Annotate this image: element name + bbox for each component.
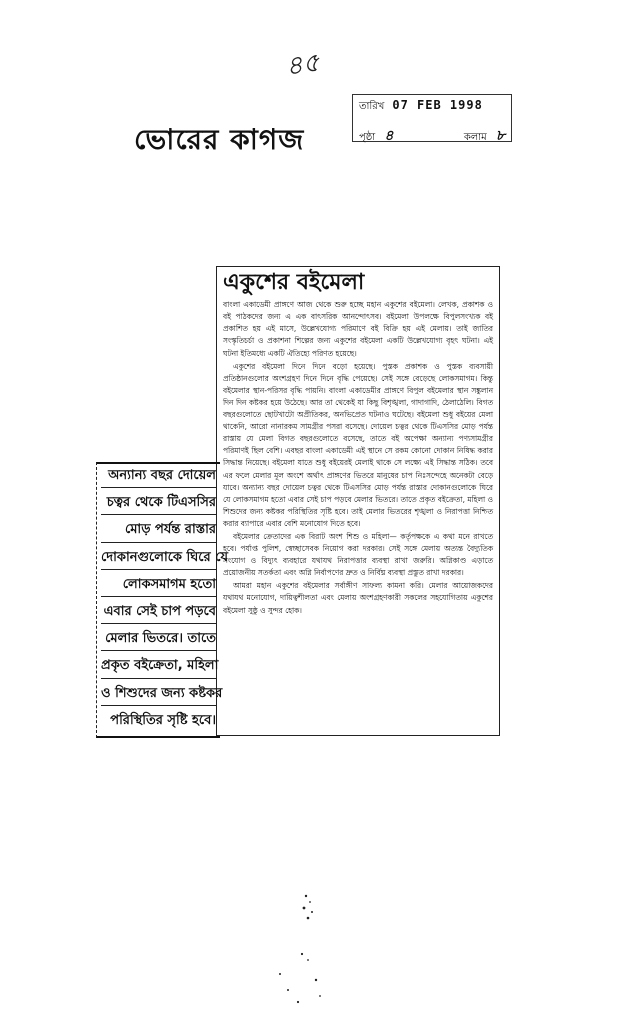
pull-quote-line: মেলার ভিতরে। তাতে <box>101 631 216 651</box>
pull-quote-line: দোকানগুলোকে ঘিরে যে <box>101 550 216 570</box>
editorial-article <box>216 266 500 736</box>
pull-quote-line: অন্যান্য বছর দোয়েল <box>101 468 216 488</box>
article-paragraph: একুশের বইমেলা দিনে দিনে বড়ো হয়েছে। পুস্তক প্রকাশক ও পুস্তক ব্যবসায়ী প্রতিষ্ঠানগুলোর অংশগ্রহণ দিনে দিনে বৃদ্ধি পেয়েছে। সেই সঙ্গে বেড়েছে লোকসমাগম। কিন্তু বইমেলার স্থান-পরিসর বৃদ্ধি পায়নি। বাংলা একাডেমীর প্রাঙ্গণে বিপুল বইমেলার স্থান সঙ্কুলান দিন দিন কষ্টকর হয়ে উঠেছে। আর তা থেকেই যা কিছু বিশৃঙ্খলা, গাদাগাদি, ঠেলাঠেলি। বিগত বছরগুলোতে ছোটখাটো অপ্রীতিকর, অনভিপ্রেত ঘটনাও ঘটেছে। বইমেলা শুধু বইয়ের মেলা থাকেনি, আরো নানারকম সামগ্রীর পসরা বসেছে। দোয়েল চত্বর থেকে টিএসসির মোড় পর্যন্ত রাস্তায় যে মেলা বিগত বছরগুলোতে বসেছে, তাতে বই অপেক্ষা অন্যান্য পণ্যসামগ্রীর পরিমাণই ছিল বেশি। এবছর বাংলা একাডেমী এই স্থানে সে রকম কোনো দোকান নিষিদ্ধ করার সিদ্ধান্ত নিয়েছে। বইমেলা যাতে শুধু বইয়েরই মেলাই থাকে সে লক্ষ্যে এই সিদ্ধান্ত সঠিক। তবে এর ফলে মেলার মূল অংশে অর্থাৎ প্রাঙ্গণের ভিতরে মানুষের চাপ নিঃসন্দেহে অনেকটা বেড়ে যাবে। অন্যান্য বছর দোয়েল চত্বর থেকে টিএসসির মোড় পর্যন্ত রাস্তার দোকানগুলোকে ঘিরে যে লোকসমাগম হতো এবার সেই চাপ পড়বে মেলার ভিতরে। তাতে প্রকৃত বইক্রেতা, মহিলা ও শিশুদের জন্য কষ্টকর পরিস্থিতির সৃষ্টি হবে। তাই মেলার ভিতরের শৃঙ্খলা ও নিরাপত্তা নিশ্চিত করার ব্যাপারে এবার বেশি মনোযোগ দিতে হবে। <box>223 361 493 528</box>
pull-quote-line: এবার সেই চাপ পড়বে <box>101 604 216 624</box>
pull-quote-line: চত্বর থেকে টিএসসির <box>101 495 216 515</box>
stamp-page-label: পৃষ্ঠা <box>359 132 376 143</box>
article-paragraph: বাংলা একাডেমী প্রাঙ্গণে আজ থেকে শুরু হচ্ছে মহান একুশের বইমেলা। লেখক, প্রকাশক ও বই পাঠকদের জন্য এ এক বাৎসরিক আনন্দোৎসব। বইমেলা উপলক্ষে বিপুলসংখ্যক বই প্রকাশিত হয় এই মাসে, উল্লেখযোগ্য পরিমাণে বই বিক্রি হয় এই মেলায়। তাই জাতির সংস্কৃতিচর্চা ও প্রকাশনা শিল্পের জন্য একুশের বইমেলা একটি উল্লেখযোগ্য বৃহৎ ঘটনা। এই ঘটনা ইতিমধ্যে একটি ঐতিহ্যে পরিণত হয়েছে। <box>223 300 493 358</box>
date-stamp <box>352 94 512 142</box>
article-paragraph: বইমেলার ক্রেতাদের এক বিরাট অংশ শিশু ও মহিলা— কর্তৃপক্ষকে এ কথা মনে রাখতে হবে। পর্যাপ্ত পুলিশ, স্বেচ্ছাসেবক নিয়োগ করা দরকার। সেই সঙ্গে মেলায় অত্যন্ত বৈদ্যুতিক সংযোগ ও বিদ্যুৎ ব্যবহারে যথাযথ নিরাপত্তার ব্যবস্থা রাখা জরুরি। অগ্নিকাণ্ড এড়াতে প্রয়োজনীয় সতর্কতা এবং অগ্নি নির্বাপণের দ্রুত ও নির্বিঘ্ন ব্যবস্থা প্রস্তুত রাখা দরকার। <box>223 531 493 578</box>
stamp-date-label: তারিখ <box>359 101 385 112</box>
pull-quote-box <box>96 462 228 738</box>
stamp-column-value: ৮ <box>495 128 505 144</box>
stamp-column-label: কলাম <box>463 132 487 143</box>
stamp-date: 07 FEB 1998 <box>392 98 483 112</box>
pull-quote-line: প্রকৃত বইক্রেতা, মহিলা <box>101 658 216 678</box>
stamp-page-value: ৪ <box>384 128 394 144</box>
pull-quote-line: পরিস্থিতির সৃষ্টি হবে। <box>110 712 216 728</box>
scan-noise-specks <box>268 890 338 1010</box>
article-paragraph: আমরা মহান একুশের বইমেলার সর্বাঙ্গীণ সাফল্য কামনা করি। মেলার আয়োজকদের যথাযথ মনোযোগ, দায়িত্বশীলতা এবং মেলায় অংশগ্রহণকারী সকলের সহযোগিতায় একুশের বইমেলা সুষ্ঠু ও সুন্দর হোক। <box>223 581 493 615</box>
pull-quote-line: লোকসমাগম হতো <box>101 577 216 597</box>
article-headline: একুশের বইমেলা <box>223 270 365 295</box>
pull-quote-line: ও শিশুদের জন্য কষ্টকর <box>101 686 216 706</box>
handwritten-page-number: ৪৫ <box>283 47 322 83</box>
pull-quote-line: মোড় পর্যন্ত রাস্তার <box>101 522 216 542</box>
newspaper-masthead: ভোরের কাগজ <box>134 123 305 156</box>
